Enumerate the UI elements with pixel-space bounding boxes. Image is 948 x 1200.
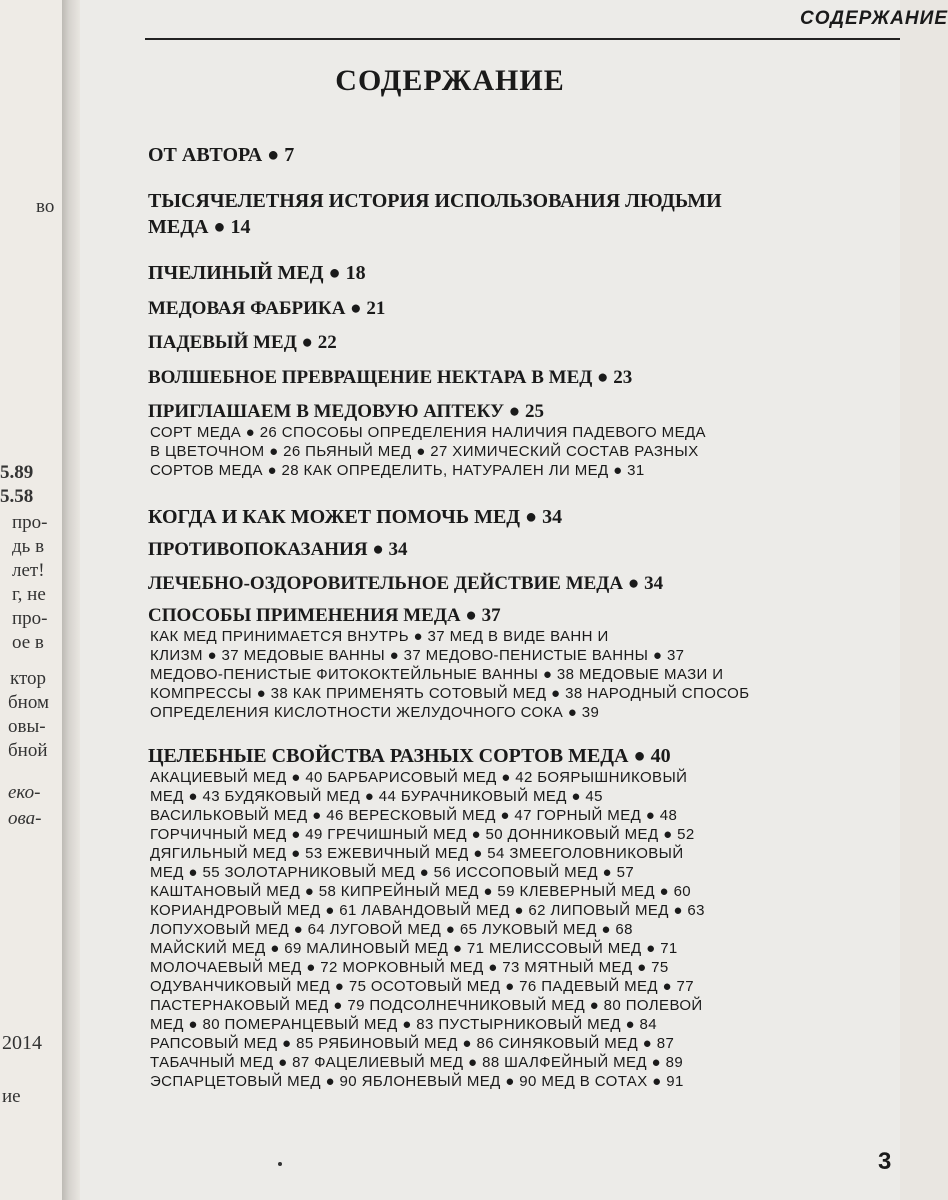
left-fragment: во [36, 196, 55, 217]
left-fragment: еко- [8, 782, 41, 803]
toc-section: КОГДА И КАК МОЖЕТ ПОМОЧЬ МЕД ● 34 [148, 506, 563, 528]
page-title: СОДЕРЖАНИЕ [335, 64, 565, 97]
toc-subentry-line: ЭСПАРЦЕТОВЫЙ МЕД ● 90 ЯБЛОНЕВЫЙ МЕД ● 90 МЕД В СОТАХ ● 91 [150, 1073, 684, 1090]
toc-subentry-line: ТАБАЧНЫЙ МЕД ● 87 ФАЦЕЛИЕВЫЙ МЕД ● 88 ШАЛФЕЙНЫЙ МЕД ● 89 [150, 1054, 684, 1071]
toc-subentry-line: АКАЦИЕВЫЙ МЕД ● 40 БАРБАРИСОВЫЙ МЕД ● 42 БОЯРЫШНИКОВЫЙ [150, 769, 688, 786]
left-fragment: про- [12, 608, 48, 629]
left-fragment: 5.89 [0, 462, 34, 483]
toc-subentry-line: ОДУВАНЧИКОВЫЙ МЕД ● 75 ОСОТОВЫЙ МЕД ● 76 ПАДЕВЫЙ МЕД ● 77 [150, 978, 695, 995]
left-fragment: лет! [12, 560, 45, 581]
toc-subentry-line: ЛОПУХОВЫЙ МЕД ● 64 ЛУГОВОЙ МЕД ● 65 ЛУКОВЫЙ МЕД ● 68 [150, 921, 633, 938]
toc-section: ПРИГЛАШАЕМ В МЕДОВУЮ АПТЕКУ ● 25 [148, 401, 544, 422]
toc-subentry-line: КОМПРЕССЫ ● 38 КАК ПРИМЕНЯТЬ СОТОВЫЙ МЕД ● 38 НАРОДНЫЙ СПОСОБ [150, 685, 750, 702]
left-fragment: 2014 [2, 1032, 42, 1054]
left-fragment: бном [8, 692, 49, 713]
left-fragment: дь в [12, 536, 45, 557]
toc-subentry-line: РАПСОВЫЙ МЕД ● 85 РЯБИНОВЫЙ МЕД ● 86 СИНЯКОВЫЙ МЕД ● 87 [150, 1035, 675, 1052]
toc-section: ЦЕЛЕБНЫЕ СВОЙСТВА РАЗНЫХ СОРТОВ МЕДА ● 40 [148, 745, 671, 767]
left-fragment: 5.58 [0, 486, 34, 507]
left-fragment: ое в [12, 632, 44, 653]
toc-section: ПРОТИВОПОКАЗАНИЯ ● 34 [148, 539, 408, 560]
toc-subentry-line: СОРТ МЕДА ● 26 СПОСОБЫ ОПРЕДЕЛЕНИЯ НАЛИЧИЯ ПАДЕВОГО МЕДА [150, 424, 706, 441]
page-number: 3 [878, 1148, 892, 1175]
toc-section: ВОЛШЕБНОЕ ПРЕВРАЩЕНИЕ НЕКТАРА В МЕД ● 23 [148, 367, 633, 388]
left-page-edge [0, 0, 62, 1200]
toc-subentry-line: КАК МЕД ПРИНИМАЕТСЯ ВНУТРЬ ● 37 МЕД В ВИДЕ ВАНН И [150, 628, 609, 645]
toc-subentry-line: КЛИЗМ ● 37 МЕДОВЫЕ ВАННЫ ● 37 МЕДОВО-ПЕНИСТЫЕ ВАННЫ ● 37 [150, 647, 685, 664]
toc-subentry-line: ВАСИЛЬКОВЫЙ МЕД ● 46 ВЕРЕСКОВЫЙ МЕД ● 47 ГОРНЫЙ МЕД ● 48 [150, 807, 678, 824]
left-fragment: ктор [10, 668, 47, 689]
header-rule [145, 38, 900, 40]
toc-section: ПАДЕВЫЙ МЕД ● 22 [148, 332, 337, 353]
paper-speck [278, 1162, 282, 1166]
toc-subentry-line: МЕД ● 55 ЗОЛОТАРНИКОВЫЙ МЕД ● 56 ИССОПОВЫЙ МЕД ● 57 [150, 864, 635, 881]
toc-subentry-line: МАЙСКИЙ МЕД ● 69 МАЛИНОВЫЙ МЕД ● 71 МЕЛИССОВЫЙ МЕД ● 71 [150, 940, 678, 957]
toc-subentry-line: ПАСТЕРНАКОВЫЙ МЕД ● 79 ПОДСОЛНЕЧНИКОВЫЙ МЕД ● 80 ПОЛЕВОЙ [150, 997, 703, 1014]
toc-section: ТЫСЯЧЕЛЕТНЯЯ ИСТОРИЯ ИСПОЛЬЗОВАНИЯ ЛЮДЬМИ [148, 190, 722, 212]
left-fragment: бной [8, 740, 48, 761]
toc-section: СПОСОБЫ ПРИМЕНЕНИЯ МЕДА ● 37 [148, 605, 501, 626]
toc-section: ЛЕЧЕБНО-ОЗДОРОВИТЕЛЬНОЕ ДЕЙСТВИЕ МЕДА ● 34 [148, 573, 664, 594]
left-fragment: овы- [8, 716, 46, 737]
toc-section: МЕДОВАЯ ФАБРИКА ● 21 [148, 298, 386, 319]
toc-section: ПЧЕЛИНЫЙ МЕД ● 18 [148, 262, 366, 284]
toc-subentry-line: ГОРЧИЧНЫЙ МЕД ● 49 ГРЕЧИШНЫЙ МЕД ● 50 ДОННИКОВЫЙ МЕД ● 52 [150, 826, 695, 843]
toc-subentry-line: СОРТОВ МЕДА ● 28 КАК ОПРЕДЕЛИТЬ, НАТУРАЛЕН ЛИ МЕД ● 31 [150, 462, 645, 479]
left-fragment: ие [2, 1086, 21, 1107]
left-fragment: ова- [8, 808, 42, 829]
left-fragment: г, не [12, 584, 46, 605]
toc-subentry-line: КОРИАНДРОВЫЙ МЕД ● 61 ЛАВАНДОВЫЙ МЕД ● 62 ЛИПОВЫЙ МЕД ● 63 [150, 902, 705, 919]
toc-subentry-line: ДЯГИЛЬНЫЙ МЕД ● 53 ЕЖЕВИЧНЫЙ МЕД ● 54 ЗМЕЕГОЛОВНИКОВЫЙ [150, 845, 684, 862]
left-fragment: про- [12, 512, 48, 533]
toc-subentry-line: МОЛОЧАЕВЫЙ МЕД ● 72 МОРКОВНЫЙ МЕД ● 73 МЯТНЫЙ МЕД ● 75 [150, 959, 669, 976]
toc-subentry-line: КАШТАНОВЫЙ МЕД ● 58 КИПРЕЙНЫЙ МЕД ● 59 КЛЕВЕРНЫЙ МЕД ● 60 [150, 883, 692, 900]
toc-subentry-line: МЕД ● 43 БУДЯКОВЫЙ МЕД ● 44 БУРАЧНИКОВЫЙ МЕД ● 45 [150, 788, 603, 805]
toc-subentry-line: МЕД ● 80 ПОМЕРАНЦЕВЫЙ МЕД ● 83 ПУСТЫРНИКОВЫЙ МЕД ● 84 [150, 1016, 658, 1033]
toc-subentry-line: ОПРЕДЕЛЕНИЯ КИСЛОТНОСТИ ЖЕЛУДОЧНОГО СОКА ● 39 [150, 704, 600, 721]
toc-subentry-line: В ЦВЕТОЧНОМ ● 26 ПЬЯНЫЙ МЕД ● 27 ХИМИЧЕСКИЙ СОСТАВ РАЗНЫХ [150, 443, 699, 460]
book-gutter [62, 0, 80, 1200]
toc-section: ОТ АВТОРА ● 7 [148, 144, 295, 166]
toc-subentry-line: МЕДОВО-ПЕНИСТЫЕ ФИТОКОКТЕЙЛЬНЫЕ ВАННЫ ● 38 МЕДОВЫЕ МАЗИ И [150, 666, 724, 683]
toc-section: МЕДА ● 14 [148, 216, 251, 238]
running-head: СОДЕРЖАНИЕ [800, 8, 948, 29]
